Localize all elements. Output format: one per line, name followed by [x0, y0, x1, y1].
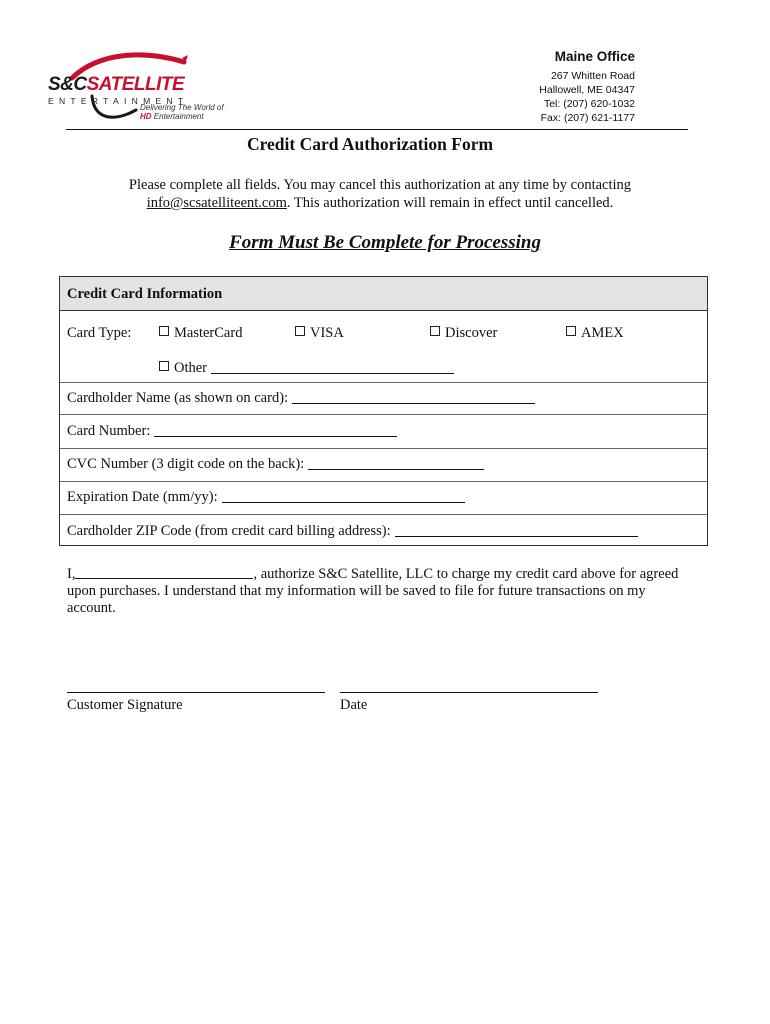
mastercard-option[interactable]: MasterCard	[159, 325, 242, 342]
date-label: Date	[340, 697, 368, 713]
other-option[interactable]: Other	[159, 360, 454, 377]
other-card-type-field[interactable]	[211, 360, 454, 374]
authorization-statement: I, , authorize S&C Satellite, LLC to charge my credit card above for agreed upon purchases. I understand that my information will be saved to file for future transactions on my account.	[67, 566, 679, 616]
card-type-label: Card Type:	[67, 325, 132, 341]
cvc-field[interactable]	[308, 456, 484, 470]
form-title: Credit Card Authorization Form	[246, 134, 494, 154]
company-logo	[44, 48, 234, 128]
office-address-block	[539, 48, 635, 125]
office-city: Hallowell, ME 04347	[539, 84, 635, 96]
office-street: 267 Whitten Road	[550, 70, 635, 82]
form-intro: Please complete all fields. You may cancel this authorization at any time by contacting info@scsatelliteent.com. This authorization will remain in effect until cancelled.	[128, 177, 632, 211]
header-divider	[66, 129, 688, 130]
discover-option[interactable]: Discover	[430, 325, 497, 342]
contact-email-link[interactable]: info@scsatelliteent.com	[146, 195, 287, 211]
authorizer-name-field[interactable]	[75, 566, 253, 579]
logo-tagline: Delivering The World of HD Entertainment	[140, 103, 224, 121]
mastercard-checkbox[interactable]	[159, 326, 169, 336]
amex-checkbox[interactable]	[566, 326, 576, 336]
zip-code-row: Cardholder ZIP Code (from credit card billing address):	[67, 523, 638, 540]
zip-code-field[interactable]	[395, 523, 638, 537]
visa-checkbox[interactable]	[295, 326, 305, 336]
card-number-row: Card Number:	[67, 423, 397, 440]
expiration-field[interactable]	[222, 489, 465, 503]
discover-checkbox[interactable]	[430, 326, 440, 336]
row-divider	[60, 448, 707, 449]
amex-option[interactable]: AMEX	[566, 325, 624, 342]
customer-signature-label: Customer Signature	[67, 697, 183, 713]
date-line[interactable]	[340, 692, 598, 693]
row-divider	[60, 382, 707, 383]
office-fax: Fax: (207) 621-1177	[540, 112, 635, 124]
row-divider	[60, 481, 707, 482]
office-title: Maine Office	[554, 49, 635, 64]
cardholder-name-field[interactable]	[292, 390, 535, 404]
cvc-row: CVC Number (3 digit code on the back):	[67, 456, 484, 473]
visa-option[interactable]: VISA	[295, 325, 344, 342]
card-number-field[interactable]	[154, 423, 397, 437]
must-complete-notice: Form Must Be Complete for Processing	[229, 232, 541, 253]
expiration-row: Expiration Date (mm/yy):	[67, 489, 465, 506]
row-divider	[60, 414, 707, 415]
other-checkbox[interactable]	[159, 361, 169, 371]
credit-card-header: Credit Card Information	[60, 277, 707, 311]
customer-signature-line[interactable]	[67, 692, 325, 693]
row-divider	[60, 514, 707, 515]
logo-wordmark: S&CSATELLITE	[48, 74, 185, 95]
logo-subtitle: ENTERTAINMENT	[48, 96, 189, 106]
office-phone: Tel: (207) 620-1032	[543, 98, 635, 110]
cardholder-name-row: Cardholder Name (as shown on card):	[67, 390, 535, 407]
credit-card-section	[59, 276, 708, 546]
